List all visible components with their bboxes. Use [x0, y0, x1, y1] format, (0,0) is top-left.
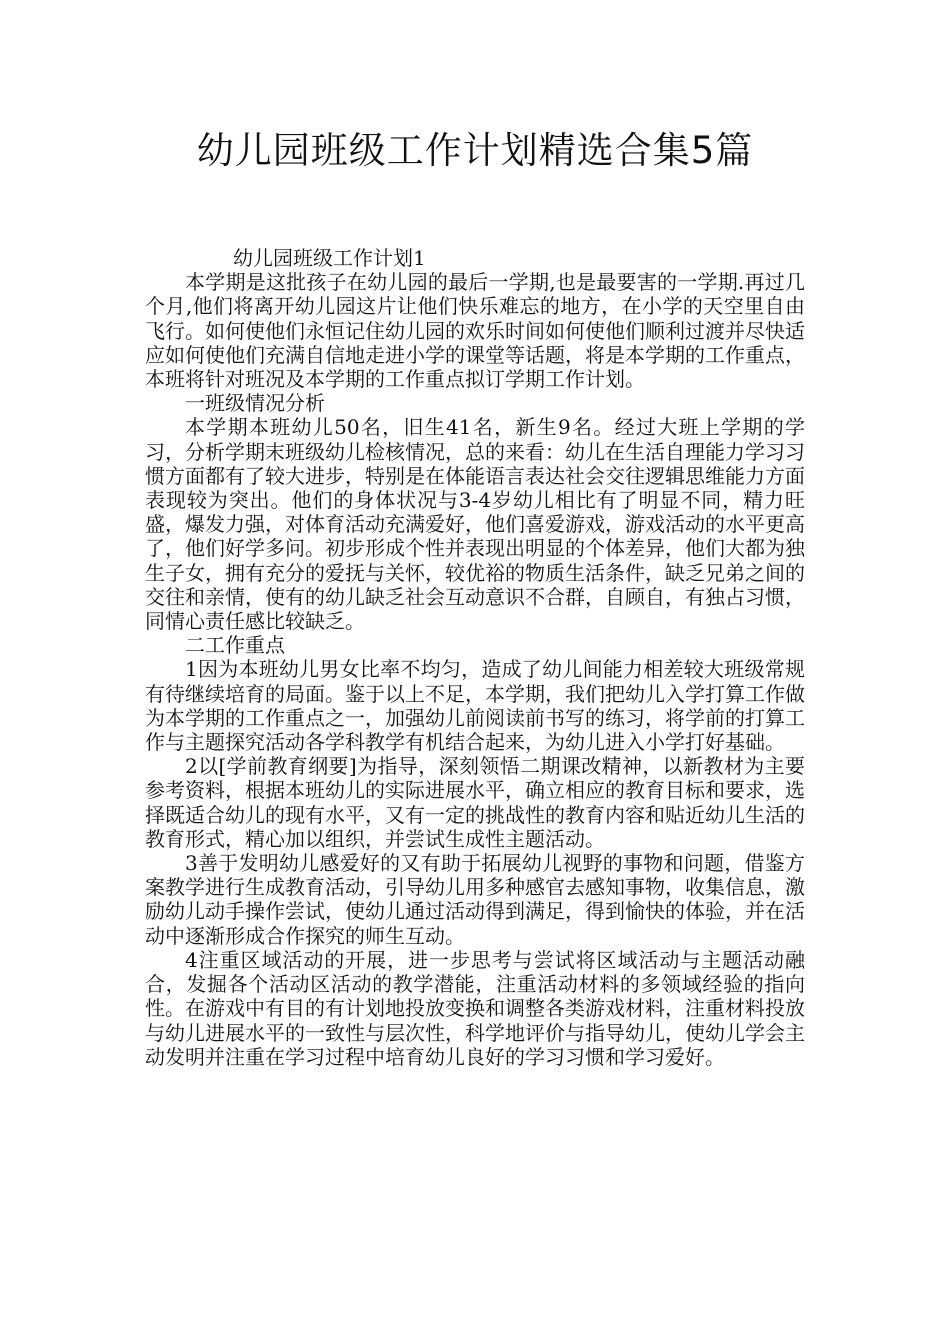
class-analysis-paragraph: 本学期本班幼儿50名，旧生41名，新生9名。经过大班上学期的学习，分析学期末班级幼儿检核情况，总的来看：幼儿在生活自理能力学习习惯方面都有了较大进步，特别是在体能语言表达社会交往逻辑思维能力方面表现较为突出。他们的身体状况与3-4岁幼儿相比有了明显不同，精力旺盛，爆发力强，对体育活动充满爱好，他们喜爱游戏，游戏活动的水平更高了，他们好学多问。初步形成个性并表现出明显的个体差异，他们大都为独生子女，拥有充分的爱抚与关怀，较优裕的物质生活条件，缺乏兄弟之间的交往和亲情，使有的幼儿缺乏社会互动意识不合群，自顾自，有独占习惯，同情心责任感比较缺乏。	[145, 415, 805, 634]
section-heading-class-analysis: 一班级情况分析	[185, 391, 325, 416]
plan-subtitle: 幼儿园班级工作计划1	[233, 246, 426, 270]
document-title: 幼儿园班级工作计划精选合集5篇	[196, 129, 754, 172]
work-focus-item-4: 4注重区域活动的开展，进一步思考与尝试将区域活动与主题活动融合，发掘各个活动区活动的教学潜能，注重活动材料的多领域经验的指向性。在游戏中有目的有计划地投放变换和调整各类游戏材料，注重材料投放与幼儿进展水平的一致性与层次性，科学地评价与指导幼儿，使幼儿学会主动发明并注重在学习过程中培育幼儿良好的学习习惯和学习爱好。	[145, 947, 805, 1069]
intro-paragraph: 本学期是这批孩子在幼儿园的最后一学期,也是最要害的一学期.再过几个月,他们将离开幼儿园这片让他们快乐难忘的地方，在小学的天空里自由飞行。如何使他们永恒记住幼儿园的欢乐时间如何使他们顺利过渡并尽快适应如何使他们充满自信地走进小学的课堂等话题，将是本学期的工作重点，本班将针对班况及本学期的工作重点拟订学期工作计划。	[145, 270, 805, 392]
section-heading-work-focus: 二工作重点	[185, 633, 285, 658]
work-focus-item-3: 3善于发明幼儿感爱好的又有助于拓展幼儿视野的事物和问题，借鉴方案教学进行生成教育活动，引导幼儿用多种感官去感知事物，收集信息，激励幼儿动手操作尝试，使幼儿通过活动得到满足，得到愉快的体验，并在活动中逐渐形成合作探究的师生互动。	[145, 851, 805, 948]
document-body	[145, 246, 805, 1069]
work-focus-item-1: 1因为本班幼儿男女比率不均匀，造成了幼儿间能力相差较大班级常规有待继续培育的局面。鉴于以上不足，本学期，我们把幼儿入学打算工作做为本学期的工作重点之一，加强幼儿前阅读前书写的练习，将学前的打算工作与主题探究活动各学科教学有机结合起来，为幼儿进入小学打好基础。	[145, 657, 805, 755]
work-focus-item-2: 2以[学前教育纲要]为指导，深刻领悟二期课改精神，以新教材为主要参考资料，根据本班幼儿的实际进展水平，确立相应的教育目标和要求，选择既适合幼儿的现有水平，又有一定的挑战性的教育内容和贴近幼儿生活的教育形式，精心加以组织，并尝试生成性主题活动。	[145, 754, 805, 851]
